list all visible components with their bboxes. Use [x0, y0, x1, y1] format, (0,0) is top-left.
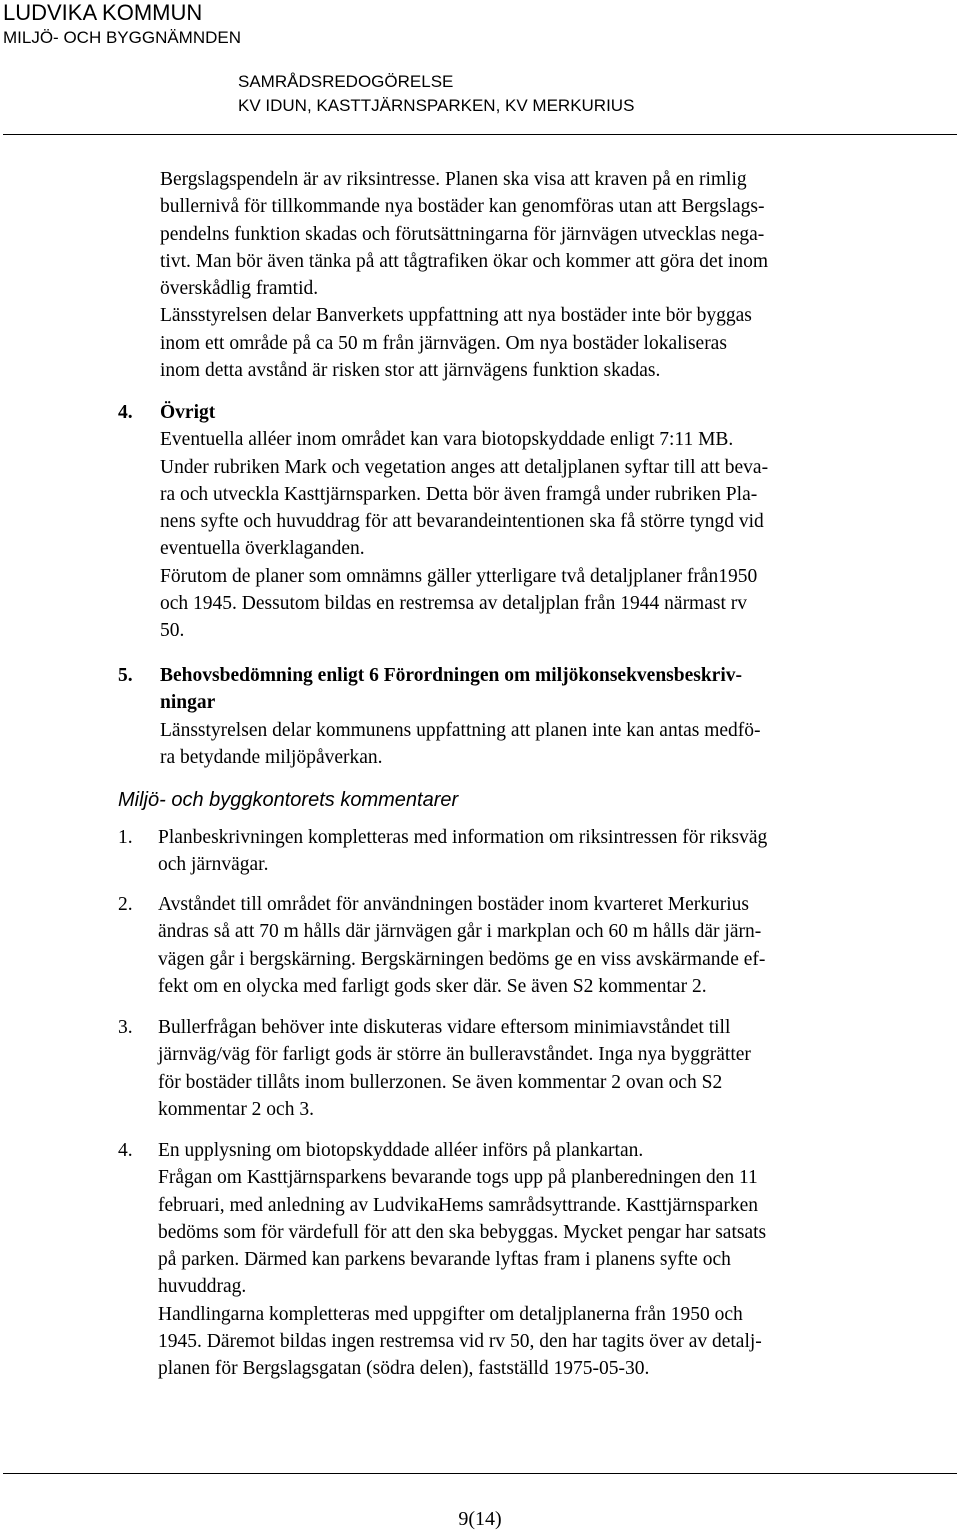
text-line: Länsstyrelsen delar kommunens uppfattning att planen inte kan antas medfö-	[160, 719, 761, 741]
text-line: Länsstyrelsen delar Banverkets uppfattning att nya bostäder inte bör byggas	[160, 305, 752, 327]
text-line: för bostäder tillåts inom bullerzonen. Se även kommentar 2 ovan och S2	[158, 1071, 723, 1093]
list-item	[158, 824, 767, 879]
text-line: ra betydande miljöpåverkan.	[160, 746, 383, 768]
text-line: vägen går i bergskärning. Bergskärningen bedöms ge en viss avskärmande ef-	[158, 948, 766, 970]
text-line: Bullerfrågan behöver inte diskuteras vidare eftersom minimiavståndet till	[158, 1017, 731, 1038]
text-line: planen för Bergslagsgatan (södra delen), fastställd 1975-05-30.	[158, 1358, 650, 1380]
section-behovsbedomning	[160, 662, 761, 771]
text-line: En upplysning om biotopskyddade alléer införs på plankartan.	[158, 1140, 644, 1161]
text-line: Planbeskrivningen kompletteras med information om riksintressen för riksväg	[158, 827, 768, 848]
text-line: ra och utveckla Kasttjärnsparken. Detta bör även framgå under rubriken Pla-	[160, 483, 758, 505]
text-line: på parken. Därmed kan parkens bevarande lyftas fram i planens syfte och	[158, 1249, 731, 1271]
text-line: och 1945. Dessutom bildas en restremsa av detaljplan från 1944 närmast rv	[160, 593, 748, 615]
department-name: MILJÖ- OCH BYGGNÄMNDEN	[3, 28, 242, 47]
text-line: eventuella överklaganden.	[160, 538, 365, 560]
header-divider	[3, 134, 957, 135]
section-heading: Övrigt	[160, 402, 216, 423]
text-line: Avståndet till området för användningen bostäder inom kvarteret Merkurius	[158, 894, 749, 915]
organization-name: LUDVIKA KOMMUN	[3, 0, 203, 25]
text-line: tivt. Man bör även tänka på att tågtrafiken ökar och kommer att göra det inom	[160, 250, 769, 272]
text-line: februari, med anledning av LudvikaHems samrådsyttrande. Kasttjärnsparken	[158, 1194, 758, 1216]
text-line: Förutom de planer som omnämns gäller ytterligare två detaljplaner från1950	[160, 565, 758, 587]
section-ovrigt	[160, 399, 768, 645]
text-line: fekt om en olycka med farligt gods sker där. Se även S2 kommentar 2.	[158, 975, 707, 997]
list-item	[158, 1014, 751, 1123]
text-line: huvuddrag.	[158, 1276, 247, 1298]
text-line: Handlingarna kompletteras med uppgifter om detaljplanerna från 1950 och	[158, 1303, 743, 1325]
comments-heading: Miljö- och byggkontorets kommentarer	[118, 789, 459, 811]
text-line: bedöms som för värdefull för att den ska bebyggas. Mycket pengar har satsats	[158, 1221, 767, 1243]
page-number: 9(14)	[458, 1508, 502, 1530]
text-line: järnväg/väg för farligt gods är större än bulleravståndet. Inga nya byggrätter	[158, 1044, 751, 1066]
text-line: överskådlig framtid.	[160, 278, 319, 300]
text-line: kommentar 2 och 3.	[158, 1098, 314, 1120]
section-number: 4.	[118, 402, 133, 423]
text-line: Under rubriken Mark och vegetation anges att detaljplanen syftar till att beva-	[160, 456, 769, 478]
text-line: bullernivå för tillkommande nya bostäder kan genomföras utan att Bergslags-	[160, 196, 765, 218]
list-item	[158, 1137, 766, 1383]
text-line: Eventuella alléer inom området kan vara biotopskyddade enligt 7:11 MB.	[160, 429, 734, 451]
list-item	[158, 891, 765, 1000]
section-number: 5.	[118, 665, 133, 686]
list-number: 2.	[118, 894, 133, 915]
list-number: 4.	[118, 1140, 133, 1161]
list-number: 3.	[118, 1017, 133, 1038]
document-subject: KV IDUN, KASTTJÄRNSPARKEN, KV MERKURIUS	[238, 96, 635, 115]
text-line: ändras så att 70 m hålls där järnvägen går i markplan och 60 m hålls där järn-	[158, 921, 762, 943]
text-line: inom detta avstånd är risken stor att järnvägens funktion skadas.	[160, 360, 661, 382]
intro-paragraph	[160, 166, 768, 384]
footer-divider	[3, 1473, 957, 1474]
list-number: 1.	[118, 827, 133, 848]
section-heading: Behovsbedömning enligt 6 Förordningen om miljökonsekvensbeskriv-	[160, 665, 743, 686]
text-line: Bergslagspendeln är av riksintresse. Planen ska visa att kraven på en rimlig	[160, 169, 747, 190]
document-type: SAMRÅDSREDOGÖRELSE	[238, 72, 454, 91]
text-line: inom ett område på ca 50 m från järnvägen. Om nya bostäder lokaliseras	[160, 332, 727, 354]
text-line: pendelns funktion skadas och förutsättningarna för järnvägen utvecklas nega-	[160, 223, 765, 245]
text-line: 1945. Däremot bildas ingen restremsa vid rv 50, den har tagits över av detalj-	[158, 1331, 762, 1353]
text-line: och järnvägar.	[158, 854, 269, 876]
text-line: Frågan om Kasttjärnsparkens bevarande togs upp på planberedningen den 11	[158, 1167, 758, 1189]
section-heading: ningar	[160, 692, 216, 714]
text-line: 50.	[160, 620, 185, 642]
text-line: nens syfte och huvuddrag för att bevarandeintentionen ska få större tyngd vid	[160, 511, 764, 533]
